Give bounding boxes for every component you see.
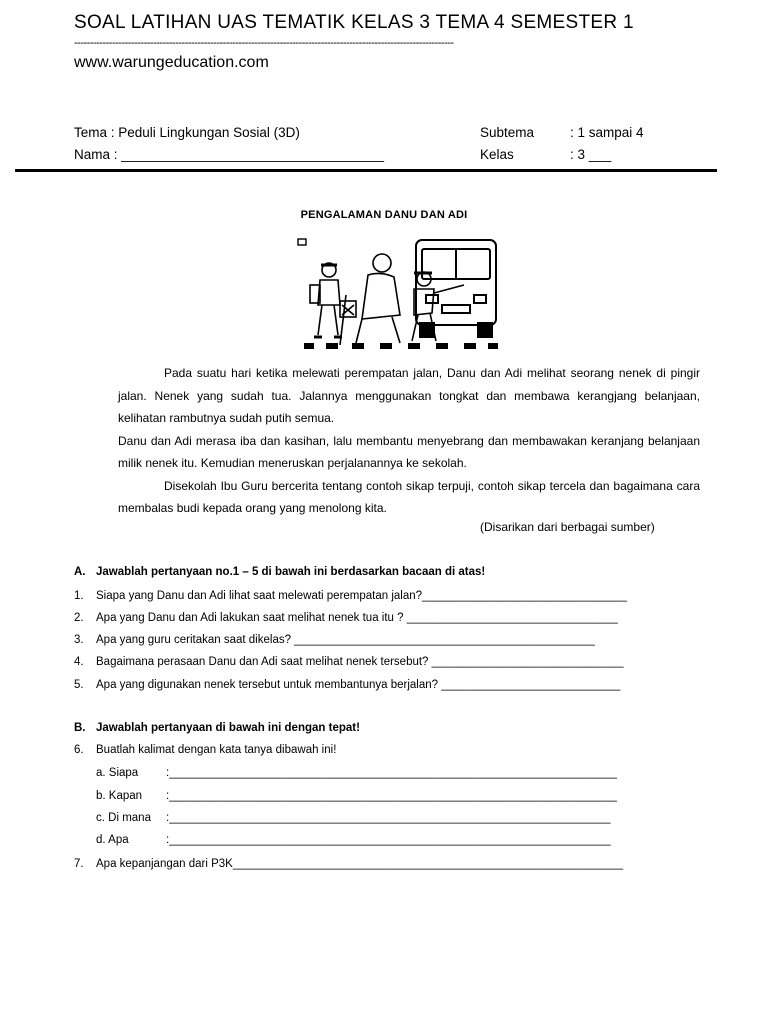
sub-item-answer-line: :_____________________________________________________________________ [166, 812, 611, 824]
story-passage [118, 362, 700, 520]
document-title: SOAL LATIHAN UAS TEMATIK KELAS 3 TEMA 4 SEMESTER 1 [74, 12, 634, 33]
story-illustration [296, 235, 502, 355]
section-a-heading-text: Jawablah pertanyaan no.1 – 5 di bawah ini berdasarkan bacaan di atas! [96, 566, 486, 578]
sub-item-answer-line: :_____________________________________________________________________ [166, 834, 611, 846]
story-title: PENGALAMAN DANU DAN ADI [300, 209, 468, 221]
section-b-letter: B. [74, 722, 86, 734]
story-paragraph-3: Disekolah Ibu Guru bercerita tentang contoh sikap terpuji, contoh sikap tercela dan bagaimana cara membalas budi kepada orang yang menolong kita. [118, 478, 700, 515]
boy-left-drawing [310, 263, 342, 337]
sub-item-answer-line: :______________________________________________________________________ [166, 790, 617, 802]
section-b-heading [74, 722, 704, 734]
story-source: (Disarikan dari berbagai sumber) [480, 520, 655, 534]
section-a-heading [74, 566, 704, 578]
kelas-label: Kelas [480, 147, 514, 162]
question-text: Apa kepanjangan dari P3K_____________________________________________________________ [96, 858, 623, 870]
zebra-crossing-drawing [304, 343, 498, 349]
question-text: Buatlah kalimat dengan kata tanya dibawah ini! [96, 744, 337, 756]
website-url: www.warungeducation.com [74, 54, 269, 71]
question-number: 2. [74, 612, 84, 624]
question-text: Apa yang Danu dan Adi lakukan saat melihat nenek tua itu ? _________________________________ [96, 612, 618, 624]
question-number: 5. [74, 679, 84, 691]
question-6 [74, 744, 704, 756]
sub-item-b [96, 790, 666, 802]
question-text: Apa yang digunakan nenek tersebut untuk membantunya berjalan? ____________________________ [96, 679, 621, 691]
sub-item-answer-line: :______________________________________________________________________ [166, 767, 617, 779]
kelas-value: : 3 ___ [570, 147, 612, 162]
subtema-label: Subtema [480, 125, 535, 140]
question-4 [74, 656, 704, 668]
question-3 [74, 634, 704, 646]
sub-item-d [96, 834, 666, 846]
question-7 [74, 858, 704, 870]
question-number: 1. [74, 590, 84, 602]
question-1 [74, 590, 704, 602]
section-b-heading-text: Jawablah pertanyaan di bawah ini dengan tepat! [96, 722, 360, 734]
grandmother-drawing [340, 254, 400, 345]
story-paragraph-1: Pada suatu hari ketika melewati perempatan jalan, Danu dan Adi melihat seorang nenek di pingir jalan. Nenek yang sudah tua. Jalannya menggunakan tongkat dan membawa kerangjang belanjaan, kelihatan rambutnya sudah putih semua. [118, 366, 700, 425]
question-text: Apa yang guru ceritakan saat dikelas? _______________________________________________ [96, 634, 595, 646]
question-number: 6. [74, 744, 84, 756]
question-number: 7. [74, 858, 84, 870]
story-paragraph-2: Danu dan Adi merasa iba dan kasihan, lalu membantu menyebrang dan membawakan keranjang belanjaan milik nenek itu. Kemudian meneruskan perjalanannya ke sekolah. [118, 433, 700, 470]
sub-item-label: b. Kapan [96, 790, 143, 802]
question-text: Siapa yang Danu dan Adi lihat saat melewati perempatan jalan?________________________________ [96, 590, 627, 602]
question-number: 3. [74, 634, 84, 646]
tema-field: Tema : Peduli Lingkungan Sosial (3D) [74, 125, 300, 140]
subtema-value: : 1 sampai 4 [570, 125, 644, 140]
section-a-letter: A. [74, 566, 86, 578]
question-text: Bagaimana perasaan Danu dan Adi saat melihat nenek tersebut? ______________________________ [96, 656, 624, 668]
sub-item-label: a. Siapa [96, 767, 139, 779]
sub-item-label: c. Di mana [96, 812, 151, 824]
header-dash-line: ------------------------------------------------------------------------------------------------------------------------ [74, 37, 454, 49]
header-divider [15, 169, 717, 172]
question-5 [74, 679, 704, 691]
sub-item-a [96, 767, 666, 779]
sub-item-label: d. Apa [96, 834, 129, 846]
sub-item-c [96, 812, 666, 824]
question-2 [74, 612, 704, 624]
nama-field: Nama : ___________________________________ [74, 147, 385, 162]
question-number: 4. [74, 656, 84, 668]
road-sign-drawing [298, 239, 306, 245]
